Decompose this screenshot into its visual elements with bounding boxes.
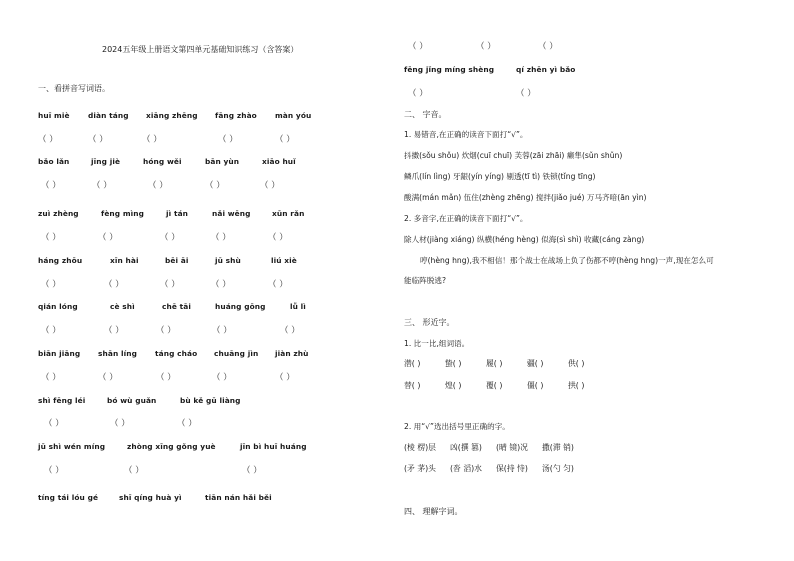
answer-blank[interactable]: （ ） [408, 42, 428, 52]
answer-blank[interactable]: （ ） [156, 373, 176, 383]
word-blank[interactable]: 拱( ) [568, 381, 585, 390]
exercise-paragraph: 能临阵脱逃? [404, 276, 446, 285]
answer-blank[interactable]: （ ） [38, 135, 58, 145]
pinyin-item: bēi āi [165, 256, 189, 265]
choice-item[interactable]: 保(持 恃) [496, 464, 528, 473]
pinyin-item: zuì zhèng [38, 209, 79, 218]
choice-item[interactable]: (沓 滔)水 [450, 464, 482, 473]
pinyin-item: jīng jiè [91, 157, 121, 166]
answer-blank[interactable]: （ ） [242, 466, 262, 476]
answer-blank[interactable]: （ ） [212, 326, 232, 336]
answer-blank[interactable]: （ ） [104, 326, 124, 336]
answer-blank[interactable]: （ ） [218, 135, 238, 145]
answer-blank[interactable]: （ ） [41, 373, 61, 383]
pinyin-item: háng zhōu [38, 256, 83, 265]
answer-blank[interactable]: （ ） [538, 42, 558, 52]
pinyin-item: jū shù [215, 256, 241, 265]
exercise-paragraph: 哼(hèng hng),我不相信！那个战士在战场上负了伤都不哼(hèng hng)一声,现在怎么可 [420, 256, 714, 265]
section-3-heading: 三、 形近字。 [404, 318, 455, 327]
pinyin-item: hóng wěi [143, 157, 182, 166]
choice-item[interactable]: 凶(撰 篡) [450, 443, 482, 452]
answer-blank[interactable]: （ ） [92, 181, 112, 191]
pinyin-item: jīn bì huī huáng [240, 442, 307, 451]
section-1-heading: 一、看拼音写词语。 [38, 84, 110, 93]
pinyin-item: liú xiè [271, 256, 297, 265]
pinyin-item: cè shì [110, 302, 135, 311]
word-blank[interactable]: 履( ) [486, 359, 503, 368]
answer-blank[interactable]: （ ） [148, 181, 168, 191]
choice-item[interactable]: 撒(滞 销) [542, 443, 574, 452]
section-2-heading: 二、 字音。 [404, 110, 447, 119]
word-blank[interactable]: 替( ) [404, 381, 421, 390]
answer-blank[interactable]: （ ） [160, 233, 180, 243]
pinyin-item: fèng mìng [101, 209, 145, 218]
question-text: 2. 用“√”选出括号里正确的字。 [404, 422, 510, 431]
answer-blank[interactable]: （ ） [275, 135, 295, 145]
pinyin-item: bó wù guǎn [107, 396, 157, 405]
answer-blank[interactable]: （ ） [268, 280, 288, 290]
pinyin-item: qián lóng [38, 302, 78, 311]
exercise-line: 除人材(jiàng xiáng) 纵横(héng hèng) 似海(sì shì) 收藏(cáng zàng) [404, 235, 645, 244]
pinyin-item: táng cháo [155, 349, 198, 358]
pinyin-item: jiàn zhù [275, 349, 309, 358]
word-blank[interactable]: 供( ) [568, 359, 585, 368]
answer-blank[interactable]: （ ） [156, 326, 176, 336]
exercise-line: 抖擞(sǒu shǒu) 炊烟(cuī chuī) 芙蓉(zāi zhāi) 癞隼(sǔn shǔn) [404, 151, 623, 160]
pinyin-item: tiān nán hǎi běi [205, 493, 272, 502]
pinyin-item: lǚ lì [290, 302, 306, 311]
answer-blank[interactable]: （ ） [212, 373, 232, 383]
answer-blank[interactable]: （ ） [205, 181, 225, 191]
pinyin-item: zhòng xīng gǒng yuè [127, 442, 216, 451]
pinyin-item: shān líng [98, 349, 138, 358]
pinyin-item: huáng gōng [215, 302, 266, 311]
answer-blank[interactable]: （ ） [408, 89, 428, 99]
pinyin-item: xiāng zhēng [146, 111, 198, 120]
pinyin-item: tíng tái lóu gé [38, 493, 99, 502]
pinyin-item: fāng zhào [215, 111, 257, 120]
pinyin-item: fēng jǐng míng shèng [404, 65, 495, 74]
page-title: 2024五年级上册语文第四单元基础知识练习（含答案） [102, 45, 299, 54]
pinyin-item: huī miè [38, 111, 70, 120]
question-text: 1. 易错音,在正确的读音下面打“√”。 [404, 130, 528, 139]
pinyin-item: xūn rǎn [272, 209, 305, 218]
pinyin-item: bù kě gū liàng [180, 396, 241, 405]
answer-blank[interactable]: （ ） [104, 280, 124, 290]
pinyin-item: xiāo huǐ [262, 157, 296, 166]
answer-blank[interactable]: （ ） [142, 135, 162, 145]
pinyin-item: diàn táng [88, 111, 129, 120]
pinyin-item: biān jiāng [38, 349, 81, 358]
word-blank[interactable]: 疆( ) [527, 359, 544, 368]
choice-item[interactable]: (矛 茅)头 [404, 464, 436, 473]
word-blank[interactable]: 覆( ) [486, 381, 503, 390]
answer-blank[interactable]: （ ） [41, 181, 61, 191]
pinyin-item: jì tán [166, 209, 189, 218]
answer-blank[interactable]: （ ） [211, 233, 231, 243]
answer-blank[interactable]: （ ） [260, 181, 280, 191]
pinyin-item: qí zhēn yì bǎo [516, 65, 576, 74]
word-blank[interactable]: 僵( ) [527, 381, 544, 390]
answer-blank[interactable]: （ ） [268, 233, 288, 243]
choice-item[interactable]: (晴 镜)况 [496, 443, 528, 452]
word-blank[interactable]: 蛰( ) [445, 359, 462, 368]
answer-blank[interactable]: （ ） [41, 233, 61, 243]
answer-blank[interactable]: （ ） [98, 233, 118, 243]
pinyin-item: shì fēng léi [38, 396, 86, 405]
answer-blank[interactable]: （ ） [124, 466, 144, 476]
answer-blank[interactable]: （ ） [88, 135, 108, 145]
word-blank[interactable]: 潜( ) [404, 359, 421, 368]
exercise-line: 鳞爪(lín lìng) 牙龈(yín yíng) 剔透(tī tì) 铁锁(tǐng tīng) [404, 172, 596, 181]
word-blank[interactable]: 煌( ) [445, 381, 462, 390]
pinyin-item: xīn hài [110, 256, 139, 265]
pinyin-item: chuāng jìn [214, 349, 259, 358]
answer-blank[interactable]: （ ） [41, 326, 61, 336]
answer-blank[interactable]: （ ） [41, 280, 61, 290]
pinyin-item: bān yùn [205, 157, 240, 166]
pinyin-item: bǎo lǎn [38, 157, 70, 166]
answer-blank[interactable]: （ ） [44, 466, 64, 476]
choice-item[interactable]: 汤(勺 匀) [542, 464, 574, 473]
answer-blank[interactable]: （ ） [476, 42, 496, 52]
answer-blank[interactable]: （ ） [177, 419, 197, 429]
pinyin-item: jū shì wén míng [38, 442, 106, 451]
pinyin-item: shī qíng huà yì [119, 493, 182, 502]
question-text: 1. 比一比,组词语。 [404, 339, 470, 348]
question-text: 2. 多音字,在正确的读音下面打“√”。 [404, 214, 528, 223]
section-4-heading: 四、 理解字词。 [404, 507, 463, 516]
pinyin-item: nǎi wēng [212, 209, 251, 218]
choice-item[interactable]: (棱 楞)层 [404, 443, 436, 452]
pinyin-item: chē tāi [162, 302, 191, 311]
answer-blank[interactable]: （ ） [44, 419, 64, 429]
answer-blank[interactable]: （ ） [516, 89, 536, 99]
answer-blank[interactable]: （ ） [160, 280, 180, 290]
exercise-line: 酸满(mán mǎn) 伍住(zhèng zhēng) 搅拌(jiǎo jué) 万马齐喑(ān yìn) [404, 193, 647, 202]
answer-blank[interactable]: （ ） [275, 373, 295, 383]
pinyin-item: màn yóu [275, 111, 312, 120]
answer-blank[interactable]: （ ） [280, 326, 300, 336]
answer-blank[interactable]: （ ） [110, 419, 130, 429]
answer-blank[interactable]: （ ） [98, 373, 118, 383]
answer-blank[interactable]: （ ） [211, 280, 231, 290]
